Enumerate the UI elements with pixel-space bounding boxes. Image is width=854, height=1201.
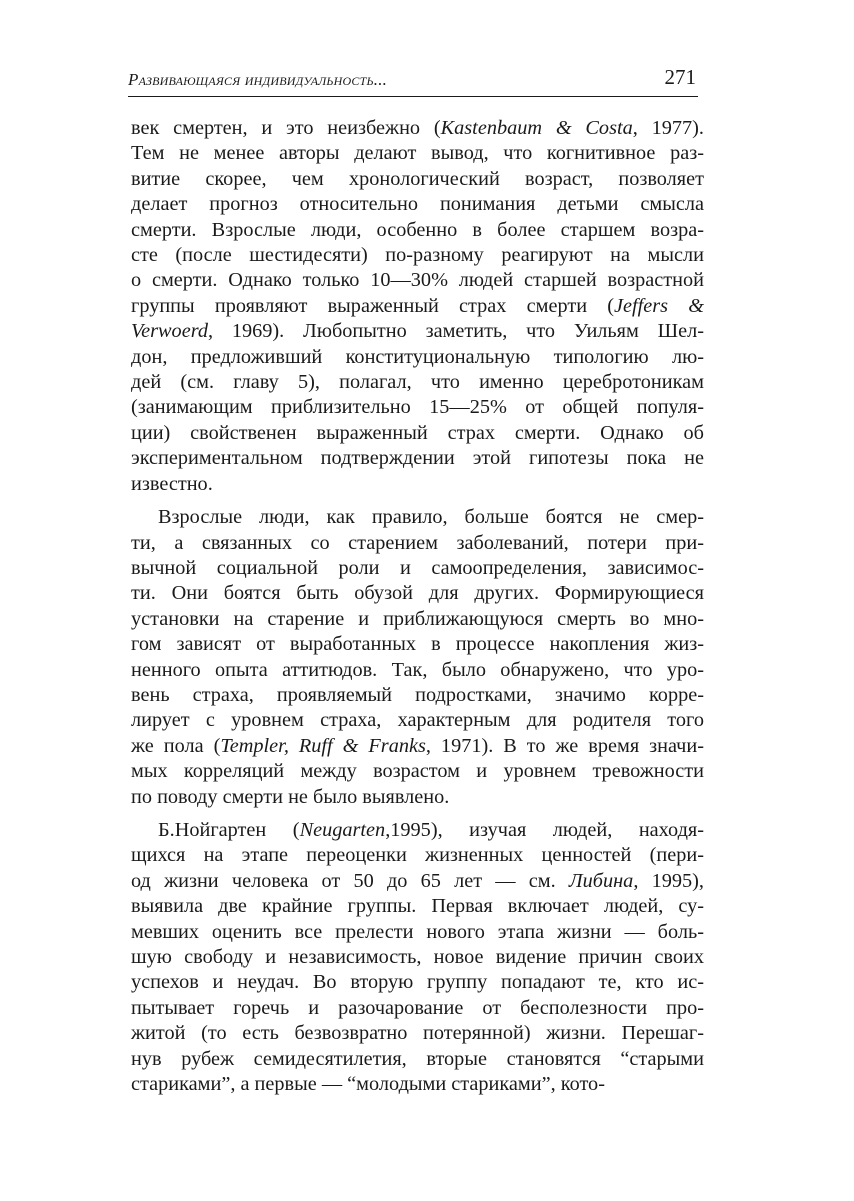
text-line bbox=[131, 294, 704, 319]
text-run: же пола ( bbox=[131, 734, 221, 757]
text-run: Тем не менее авторы делают вывод, что когнитивное раз- bbox=[131, 142, 704, 165]
paragraph-gap bbox=[131, 810, 704, 818]
text-line bbox=[131, 970, 704, 995]
text-run: лирует с уровнем страха, характерным для родителя того bbox=[131, 709, 704, 732]
text-run: сте (после шестидесяти) по-разному реагируют на мысли bbox=[131, 244, 704, 267]
text-line bbox=[131, 818, 704, 843]
text-line bbox=[131, 395, 704, 420]
paragraph bbox=[131, 818, 704, 1097]
running-title: Развивающаяся индивидуальность... bbox=[128, 70, 388, 89]
text-run: мых корреляций между возрастом и уровнем тревожности bbox=[131, 760, 704, 783]
text-line bbox=[131, 243, 704, 268]
text-run: ненного опыта аттитюдов. Так, было обнаружено, что уро- bbox=[131, 658, 704, 681]
text-run: смерти. Взрослые люди, особенно в более старшем возра- bbox=[131, 218, 704, 241]
text-line bbox=[131, 658, 704, 683]
text-line bbox=[131, 1047, 704, 1072]
citation-author: Либина bbox=[568, 869, 634, 892]
citation-author: Jeffers & bbox=[613, 294, 704, 317]
text-run: ти, а связанных со старением заболеваний, потери при- bbox=[131, 531, 704, 554]
text-line bbox=[131, 421, 704, 446]
text-run: о смерти. Однако только 10—30% людей старшей возрастной bbox=[131, 269, 704, 292]
text-run: ,1995), изучая людей, находя- bbox=[385, 818, 705, 841]
text-line bbox=[131, 1021, 704, 1046]
paragraph bbox=[131, 505, 704, 810]
text-line bbox=[131, 632, 704, 657]
page-number: 271 bbox=[664, 65, 696, 89]
text-line bbox=[131, 472, 704, 497]
text-run: экспериментальном подтверждении этой гипотезы пока не bbox=[131, 447, 704, 470]
text-line bbox=[131, 683, 704, 708]
text-run: нув рубеж семидесятилетия, вторые становятся “старыми bbox=[131, 1047, 704, 1070]
text-line bbox=[131, 167, 704, 192]
text-run: известно. bbox=[131, 472, 213, 495]
text-run: , 1977). bbox=[632, 117, 704, 139]
text-run: , 1971). В то же время значи- bbox=[425, 734, 704, 757]
text-line bbox=[131, 996, 704, 1021]
text-run: вень страха, проявляемый подростками, значимо корре- bbox=[131, 683, 704, 706]
citation-author: Neugarten bbox=[299, 818, 386, 841]
text-line bbox=[131, 869, 704, 894]
body-text bbox=[131, 116, 704, 1097]
text-line bbox=[131, 843, 704, 868]
text-run: делает прогноз относительно понимания детьми смысла bbox=[131, 193, 704, 216]
text-run: од жизни человека от 50 до 65 лет — см. bbox=[131, 869, 569, 892]
paragraph bbox=[131, 116, 704, 497]
text-line bbox=[131, 920, 704, 945]
text-run: ти. Они боятся быть обузой для других. Формирующиеся bbox=[131, 582, 704, 605]
text-line bbox=[131, 446, 704, 471]
text-run: дон, предложивший конституциональную типологию лю- bbox=[131, 345, 704, 368]
text-run: стариками”, а первые — “молодыми стариками”, кото- bbox=[131, 1073, 605, 1096]
text-run: выявила две крайние группы. Первая включает людей, су- bbox=[131, 895, 704, 918]
text-run: установки на старение и приближающуюся смерть во мно- bbox=[131, 607, 704, 630]
text-run: пытывает горечь и разочарование от бесполезности про- bbox=[131, 996, 704, 1019]
text-run: (занимающим приблизительно 15—25% от общей популя- bbox=[131, 396, 704, 419]
text-run: житой (то есть безвозвратно потерянной) жизни. Перешаг- bbox=[131, 1022, 704, 1045]
text-line bbox=[131, 759, 704, 784]
text-line bbox=[131, 505, 704, 530]
text-run: , 1969). Любопытно заметить, что Уильям Шел- bbox=[207, 320, 704, 343]
paragraph-gap bbox=[131, 497, 704, 505]
text-run: щихся на этапе переоценки жизненных ценностей (пери- bbox=[131, 844, 704, 867]
text-line bbox=[131, 268, 704, 293]
text-line bbox=[131, 531, 704, 556]
text-run: гом зависят от выработанных в процессе накопления жиз- bbox=[131, 633, 704, 656]
text-line bbox=[131, 218, 704, 243]
text-run: по поводу смерти не было выявлено. bbox=[131, 785, 450, 808]
text-run: успехов и неудач. Во вторую группу попадают те, кто ис- bbox=[131, 971, 704, 994]
citation-author: Verwoerd bbox=[131, 320, 208, 343]
text-line bbox=[131, 945, 704, 970]
text-run: вычной социальной роли и самоопределения, зависимос- bbox=[131, 556, 704, 579]
text-line bbox=[131, 734, 704, 759]
text-run: дей (см. главу 5), полагал, что именно церебротоникам bbox=[131, 371, 704, 394]
text-run: шую свободу и независимость, новое видение причин своих bbox=[131, 946, 704, 968]
text-line bbox=[131, 116, 704, 141]
text-run: Б.Нойгартен ( bbox=[158, 818, 300, 841]
citation-author: Kastenbaum & Costa bbox=[440, 117, 633, 139]
text-line bbox=[131, 708, 704, 733]
text-line bbox=[131, 141, 704, 166]
text-line bbox=[131, 607, 704, 632]
running-header bbox=[128, 62, 698, 97]
text-line bbox=[131, 581, 704, 606]
text-line bbox=[131, 319, 704, 344]
text-line bbox=[131, 345, 704, 370]
text-run: , 1995), bbox=[633, 869, 704, 892]
text-line bbox=[131, 192, 704, 217]
text-run: мевших оценить все прелести нового этапа жизни — боль- bbox=[131, 920, 704, 943]
text-line bbox=[131, 1072, 704, 1097]
text-run: группы проявляют выраженный страх смерти ( bbox=[131, 294, 614, 317]
text-run: ции) свойственен выраженный страх смерти. Однако об bbox=[131, 421, 704, 444]
text-run: Взрослые люди, как правило, больше боятся не смер- bbox=[158, 506, 704, 529]
text-line bbox=[131, 894, 704, 919]
text-run: век смертен, и это неизбежно ( bbox=[131, 117, 441, 139]
citation-author: Templer, Ruff & Franks bbox=[220, 734, 426, 757]
text-line bbox=[131, 556, 704, 581]
text-run: витие скорее, чем хронологический возраст, позволяет bbox=[131, 167, 704, 190]
text-line bbox=[131, 785, 704, 810]
text-line bbox=[131, 370, 704, 395]
